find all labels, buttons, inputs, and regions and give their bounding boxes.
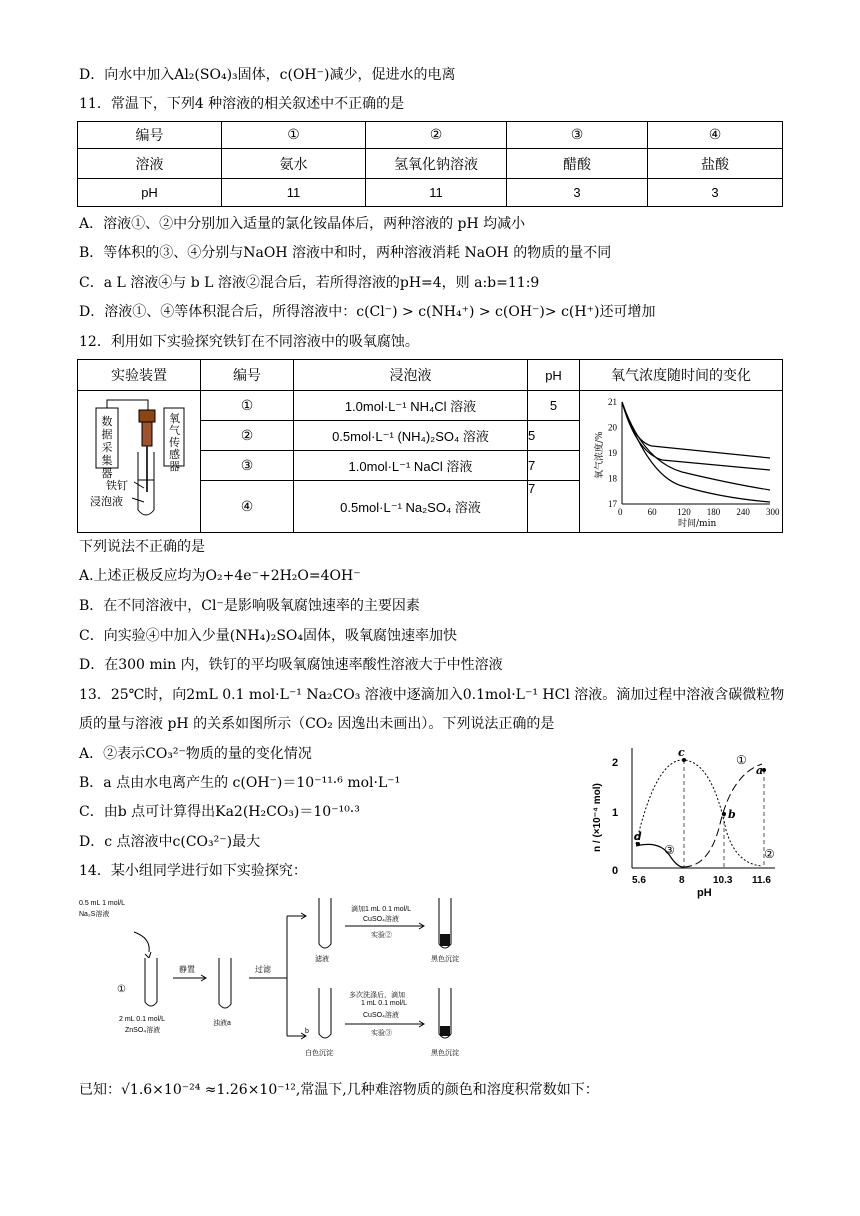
znso4-amount: 2 mL 0.1 mol/L: [119, 1016, 166, 1023]
x-tick: 0: [618, 506, 623, 517]
q11-table: [77, 121, 783, 207]
curve-nh42so4: [622, 402, 770, 490]
o2-chart: [580, 392, 780, 532]
znso4-label: ZnSO₄溶液: [125, 1027, 161, 1034]
q11-cell: ②: [366, 122, 507, 149]
label-curve-1: ①: [736, 753, 747, 767]
curve-nh4cl: [622, 402, 770, 502]
y-label: 氧气浓度/%: [595, 430, 605, 479]
white-label: 白色沉淀: [305, 1050, 333, 1057]
q13-option-c: C．由b 点可计算得出Ka2(H₂CO₃)＝10⁻¹⁰·³: [79, 804, 360, 820]
exp3-text-1: 多次洗涤后，滴加: [349, 992, 405, 999]
label-curve-3: ③: [664, 843, 675, 857]
q12-no: ②: [201, 421, 294, 451]
turbid-label: 浊液a: [213, 1020, 231, 1027]
y-tick: 1: [612, 807, 619, 819]
y-tick: 17: [608, 498, 617, 509]
exp3-text-3: CuSO₄溶液: [363, 1012, 399, 1019]
x-tick: 300: [766, 506, 780, 517]
q12-ph: 5: [528, 391, 580, 421]
exp3-text-2: 1 mL 0.1 mol/L: [361, 1000, 408, 1007]
curve-nacl: [622, 402, 770, 470]
x-tick: 120: [677, 506, 691, 517]
q13-option-b: B．a 点由水电离产生的 c(OH⁻)＝10⁻¹¹·⁶ mol·L⁻¹: [79, 775, 401, 791]
q12-option-d: D．在300 min 内，铁钉的平均吸氧腐蚀速率酸性溶液大于中性溶液: [79, 657, 503, 673]
label-a: a: [756, 764, 764, 777]
q11-cell: 11: [222, 179, 366, 207]
x-label: pH: [697, 887, 712, 899]
x-tick: 60: [647, 506, 657, 517]
o2-chart-cell: [580, 391, 783, 533]
q11-cell: ①: [222, 122, 366, 149]
q12-header: 实验装置: [78, 360, 201, 391]
filter-label: 过滤: [255, 965, 271, 974]
q12-ph: 7: [528, 451, 580, 481]
tube-turbid: [219, 958, 231, 1008]
curve-na2so4: [622, 402, 770, 458]
q12-ph: 5: [528, 421, 580, 451]
exp2-text-2: CuSO₄溶液: [363, 916, 399, 923]
label-b: b: [728, 808, 736, 821]
x-tick: 180: [706, 506, 721, 517]
y-label: n / (×10⁻⁴ mol): [592, 783, 603, 852]
na2s-amount: 0.5 mL 1 mol/L: [79, 900, 126, 907]
b-label: b: [305, 1028, 309, 1035]
label-c: c: [678, 746, 685, 759]
q14-stem: 14．某小组同学进行如下实验探究：: [79, 863, 307, 879]
y-tick: 20: [608, 422, 617, 432]
exp2-text-1: 滴加1 mL 0.1 mol/L: [351, 906, 412, 913]
q14-diagram: [79, 898, 479, 1060]
q12-ph: 7: [528, 481, 580, 533]
q12-option-b: B．在不同溶液中，Cl⁻是影响吸氧腐蚀速率的主要因素: [79, 598, 420, 614]
sensor-label: 氧气传感器: [169, 412, 180, 473]
q12-header: 浸泡液: [294, 360, 528, 391]
exp3-label: 实验③: [371, 1030, 392, 1037]
q12-liquid: 1.0mol·L⁻¹ NH₄Cl 溶液: [294, 391, 528, 421]
black-label-2: 黑色沉淀: [431, 1050, 459, 1057]
point-b: [722, 812, 726, 816]
y-tick: 19: [608, 447, 617, 458]
q13-chart: [580, 740, 790, 900]
q14-known: 已知：√1.6×10⁻²⁴ ≈1.26×10⁻¹²,常温下,几种难溶物质的颜色和溶度积常数如下：: [79, 1082, 599, 1098]
y-tick: 2: [612, 757, 619, 769]
dropper-arrow: [134, 932, 149, 952]
x-tick: 11.6: [752, 875, 771, 886]
tube-white: [319, 988, 331, 1038]
q14-diagram-shapes: [79, 898, 479, 1060]
x-tick: 10.3: [713, 875, 733, 886]
x-label: 时间/min: [678, 518, 717, 529]
x-tick: 8: [679, 875, 685, 886]
y-tick: 0: [612, 865, 619, 877]
stand-label: 静置: [179, 965, 195, 974]
x-tick: 240: [736, 506, 750, 517]
y-tick: 21: [608, 396, 617, 407]
exp2-label: 实验②: [371, 932, 392, 939]
solution-label: 浸泡液: [90, 495, 123, 508]
q12-header: 编号: [201, 360, 294, 391]
q13-option-a: A．②表示CO₃²⁻物质的量的变化情况: [79, 746, 312, 762]
q11-cell: ③: [507, 122, 648, 149]
curve-3: [636, 844, 684, 867]
q12-after: 下列说法不正确的是: [79, 539, 205, 555]
q11-cell: 溶液: [78, 149, 222, 179]
q12-option-a: A.上述正极反应均为O₂+4e⁻+2H₂O=4OH⁻: [79, 568, 361, 584]
q12-no: ③: [201, 451, 294, 481]
tube-filtrate: [319, 898, 331, 948]
q11-cell: 3: [648, 179, 783, 207]
x-tick: 5.6: [632, 875, 646, 886]
q12-table: [77, 359, 783, 533]
black-precipitate-1: [440, 934, 450, 946]
q12-no: ④: [201, 481, 294, 533]
q12-liquid: 0.5mol·L⁻¹ Na₂SO₄ 溶液: [294, 481, 528, 533]
label-d: d: [634, 830, 642, 843]
q11-cell: 11: [366, 179, 507, 207]
q11-cell: ④: [648, 122, 783, 149]
y-tick: 18: [608, 473, 617, 483]
black-label-1: 黑色沉淀: [431, 956, 459, 963]
q12-option-c: C．向实验④中加入少量(NH₄)₂SO₄固体，吸氧腐蚀速率加快: [79, 628, 457, 644]
q11-stem: 11．常温下，下列4 种溶液的相关叙述中不正确的是: [79, 96, 405, 112]
q11-option-c: C．a L 溶液④与 b L 溶液②混合后，若所得溶液的pH=4，则 a:b=11:9: [79, 275, 540, 291]
q11-cell: pH: [78, 179, 222, 207]
label-curve-2: ②: [764, 847, 775, 861]
q11-cell: 氢氧化钠溶液: [366, 149, 507, 179]
q12-header: pH: [528, 360, 580, 391]
collector-label: 数据采集器: [101, 415, 113, 480]
q10-option-d: D．向水中加入Al₂(SO₄)₃固体，c(OH⁻)减少，促进水的电离: [79, 67, 456, 83]
q11-cell: 盐酸: [648, 149, 783, 179]
q13-option-d: D．c 点溶液中c(CO₃²⁻)最大: [79, 834, 261, 850]
q12-header: 氧气浓度随时间的变化: [580, 360, 783, 391]
nail-label: 铁钉: [106, 479, 128, 492]
na2s-label: Na₂S溶液: [79, 911, 110, 918]
q13-stem-2: 质的量与溶液 pH 的关系如图所示（CO₂ 因逸出未画出）。下列说法正确的是: [79, 716, 555, 732]
tube-1: [145, 958, 157, 1006]
q11-cell: 3: [507, 179, 648, 207]
black-precipitate-2: [440, 1026, 450, 1036]
filtrate-label: 滤液: [315, 956, 329, 963]
q11-cell: 编号: [78, 122, 222, 149]
q12-no: ①: [201, 391, 294, 421]
q12-liquid: 1.0mol·L⁻¹ NaCl 溶液: [294, 451, 528, 481]
apparatus-cell: [78, 391, 201, 533]
q12-stem: 12．利用如下实验探究铁钉在不同溶液中的吸氧腐蚀。: [79, 334, 419, 350]
q13-stem-1: 13．25℃时，向2mL 0.1 mol·L⁻¹ Na₂CO₃ 溶液中逐滴加入0.1mol·L⁻¹ HCl 溶液。滴加过程中溶液含碳微粒物: [79, 687, 785, 703]
q11-option-b: B．等体积的③、④分别与NaOH 溶液中和时，两种溶液消耗 NaOH 的物质的量不同: [79, 245, 612, 261]
q12-liquid: 0.5mol·L⁻¹ (NH₄)₂SO₄ 溶液: [294, 421, 528, 451]
q11-option-d: D．溶液①、④等体积混合后，所得溶液中：c(Cl⁻) > c(NH₄⁺) > c(OH⁻)> c(H⁺)还可增加: [79, 304, 656, 320]
q11-cell: 醋酸: [507, 149, 648, 179]
q11-cell: 氨水: [222, 149, 366, 179]
q11-option-a: A．溶液①、②中分别加入适量的氯化铵晶体后，两种溶液的 pH 均减小: [79, 216, 526, 232]
step-1: ①: [117, 984, 126, 995]
